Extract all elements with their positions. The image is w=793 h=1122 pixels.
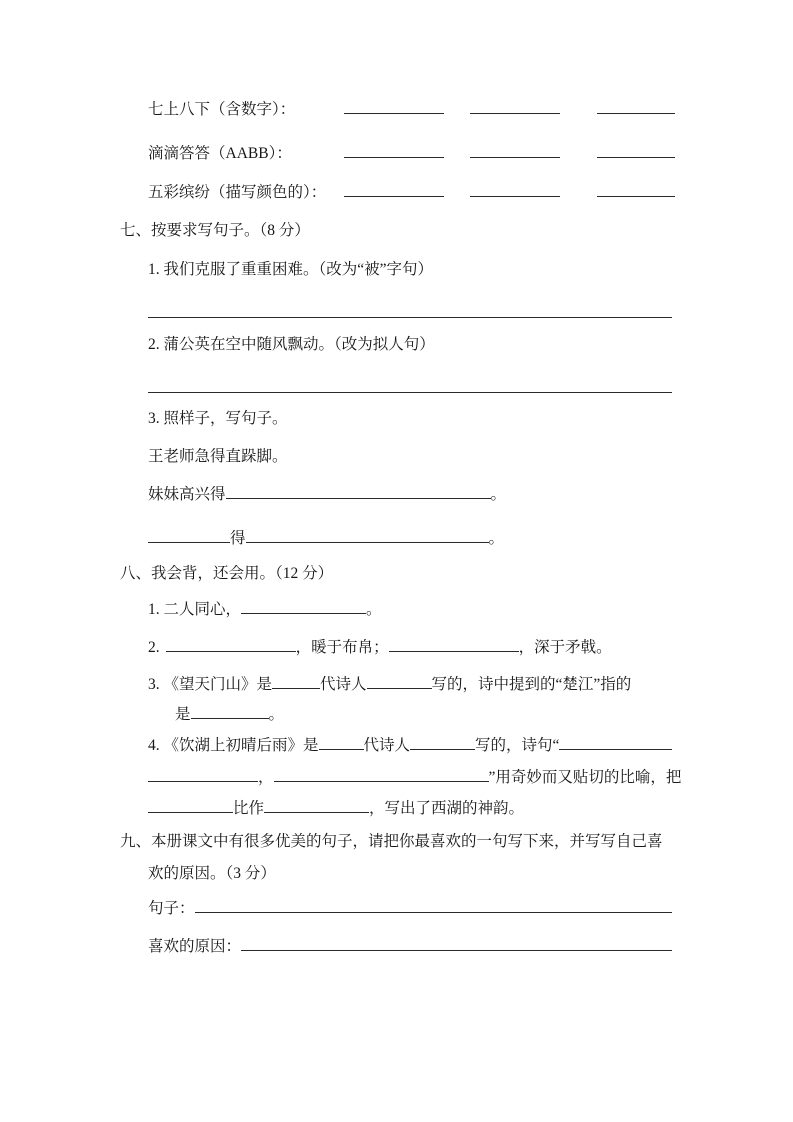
question-7-3: 3. 照样子，写句子。: [148, 410, 288, 427]
answer-blank: [344, 183, 444, 197]
section-9-title-line1: 九、本册课文中有很多优美的句子，请把你最喜欢的一句写下来，并写写自己喜: [120, 833, 663, 850]
answer-blank: [191, 705, 269, 719]
answer-blank: [148, 768, 258, 782]
fill-pre-text: 3. 《望天门山》是: [148, 676, 273, 693]
fill-post-text: 写的，诗中提到的“楚江”指的: [431, 676, 632, 693]
answer-blank: [470, 144, 560, 158]
fill-mid-text: 比作: [233, 800, 265, 817]
answer-blank: [241, 937, 672, 951]
answer-blank: [272, 675, 320, 689]
answer-blank: [559, 736, 672, 750]
answer-blank: [344, 144, 444, 158]
question-8-4-line2: [148, 768, 681, 788]
fill-mid-text: ，暖于布帛；: [295, 639, 389, 656]
answer-blank: [344, 100, 444, 114]
answer-line: [148, 392, 672, 393]
reason-label: 喜欢的原因：: [148, 938, 242, 955]
fill-mid-text: 写的，诗句“: [475, 737, 560, 754]
fill-pre-text: 妹妹高兴得: [148, 486, 226, 503]
fill-post-text: ，写出了西湖的神韵。: [369, 800, 525, 817]
answer-blank: [241, 600, 366, 614]
answer-blank: [264, 799, 369, 813]
fill-post-text: ，深于矛戟。: [518, 639, 612, 656]
word-row-label: 五彩缤纷（描写颜色的）：: [148, 184, 327, 201]
question-8-3-line1: [148, 675, 631, 695]
word-row-label: 滴滴答答（AABB）：: [148, 145, 292, 162]
word-row: [148, 100, 675, 120]
answer-blank: [389, 638, 519, 652]
fill-post-text: 。: [366, 601, 382, 618]
answer-line: [148, 317, 672, 318]
fill-pre-text: 4. 《饮湖上初晴后雨》是: [148, 737, 319, 754]
answer-blank: [470, 183, 560, 197]
sentence-answer-row: [148, 899, 672, 919]
fill-post-text: 。: [488, 530, 505, 547]
question-8-2: [148, 638, 612, 658]
answer-blank: [246, 529, 489, 543]
fill-mid-text: 得: [230, 530, 246, 547]
answer-blank: [195, 899, 672, 913]
section-7-title: 七、按要求写句子。（8 分）: [120, 222, 310, 239]
fill-post-text: ”用奇妙而又贴切的比喻，把: [488, 769, 682, 786]
word-row: [148, 183, 675, 203]
answer-blank: [597, 144, 675, 158]
question-7-3-fill1: [148, 485, 506, 505]
answer-blank: [597, 183, 675, 197]
question-7-3-example: 王老师急得直跺脚。: [148, 448, 288, 465]
answer-blank: [470, 100, 560, 114]
answer-blank: [597, 100, 675, 114]
question-8-3-line2: [175, 705, 284, 725]
fill-pre-text: 1. 二人同心，: [148, 601, 242, 618]
fill-post-text: 。: [490, 486, 507, 503]
fill-post-text: 。: [268, 706, 285, 723]
answer-blank: [410, 736, 475, 750]
question-8-1: [148, 600, 382, 620]
fill-mid-text: ，: [258, 769, 274, 786]
answer-blank: [226, 485, 491, 499]
reason-answer-row: [148, 937, 672, 957]
answer-blank: [274, 768, 489, 782]
question-7-3-fill2: [148, 529, 504, 549]
question-7-1: 1. 我们克服了重重困难。（改为“被”字句）: [148, 261, 434, 278]
answer-blank: [148, 799, 233, 813]
section-8-title: 八、我会背，还会用。（12 分）: [120, 565, 334, 582]
question-7-2: 2. 蒲公英在空中随风飘动。（改为拟人句）: [148, 336, 435, 353]
fill-pre-text: 是: [175, 706, 191, 723]
answer-blank: [319, 736, 364, 750]
sentence-label: 句子：: [148, 900, 195, 917]
question-number: 2.: [148, 639, 160, 656]
answer-blank: [367, 675, 432, 689]
word-row-label: 七上八下（含数字）：: [148, 101, 296, 118]
word-row: [148, 144, 675, 164]
section-9-title-line2: 欢的原因。（3 分）: [148, 865, 276, 882]
fill-mid-text: 代诗人: [320, 676, 367, 693]
fill-mid-text: 代诗人: [363, 737, 411, 754]
answer-blank: [166, 638, 296, 652]
question-8-4-line1: [148, 736, 672, 756]
question-8-4-line3: [148, 799, 524, 819]
answer-blank: [148, 529, 230, 543]
